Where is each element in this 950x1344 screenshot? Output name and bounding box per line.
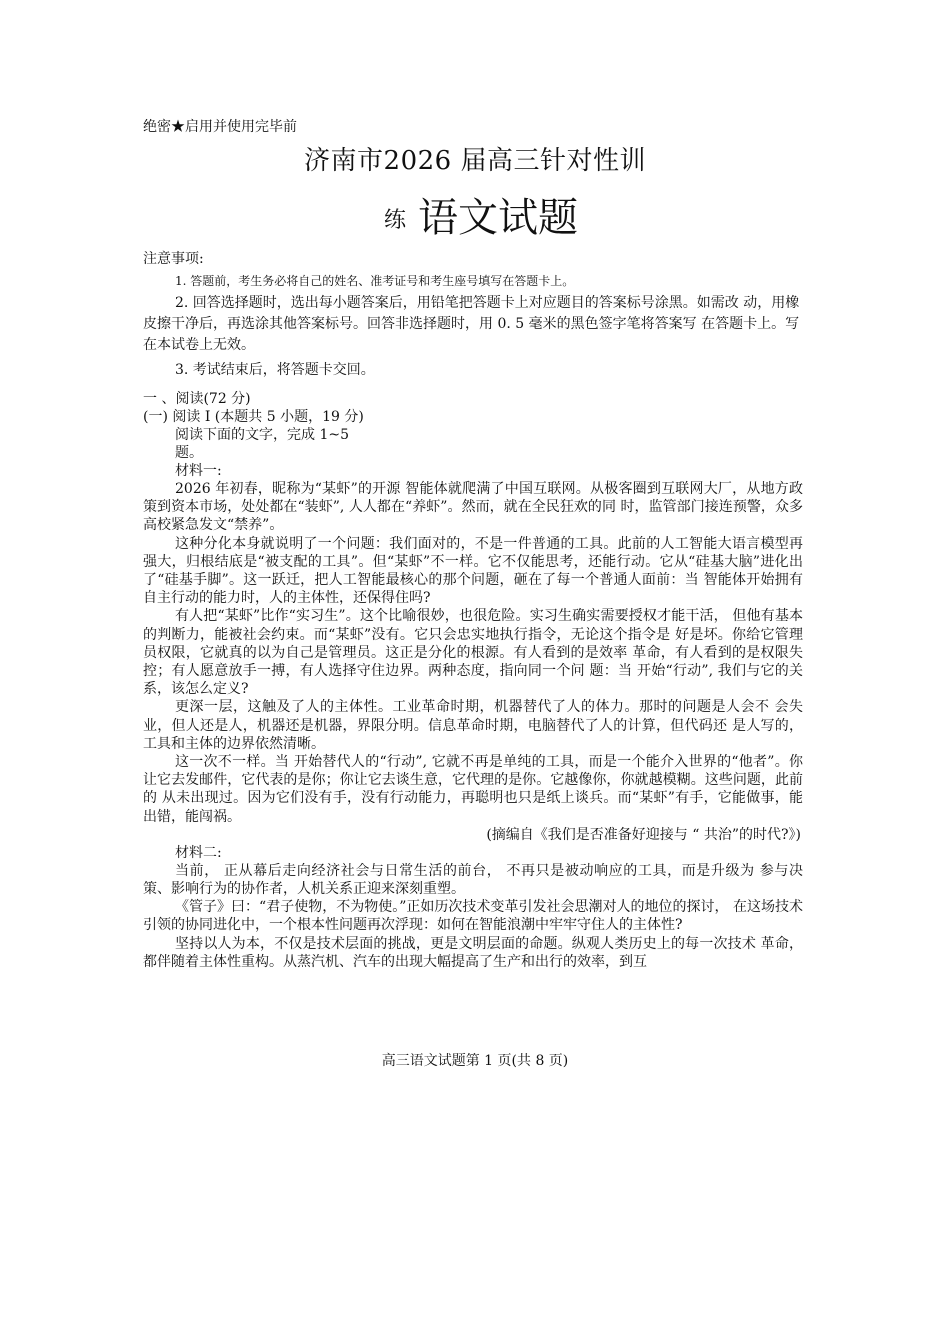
exam-title-line2 xyxy=(384,186,578,243)
material-1-paragraph-2: 这种分化本身就说明了一个问题：我们面对的，不是一件普通的工具。此前的人工智能大语言模型再强大，归根结底是“被支配的工具”。但“某虾”不一样。它不仅能思考，还能行动。它从“硅基大脑”进化出了“硅基手脚”。这一跃迁，把人工智能最核心的那个问题，砸在了每一个普通人面前：当 智能体开始拥有自主行动的能力时，人的主体性，还保得住吗? xyxy=(143,535,803,607)
notice-heading: 注意事项: xyxy=(143,251,204,267)
notice-section xyxy=(143,248,803,385)
confidential-label: 绝密★启用并使用完毕前 xyxy=(143,119,297,135)
material-2-paragraph-1: 当前， 正从幕后走向经济社会与日常生活的前台， 不再只是被动响应的工具，而是升级为 参与决策、影响行为的协作者，人机关系正迎来深刻重塑。 xyxy=(143,862,803,898)
material-1-source: (摘编自《我们是否准备好迎接与 “ 共治”的时代?》) xyxy=(486,826,801,843)
material-1-paragraph-1: 2026 年初春，昵称为“某虾”的开源 智能体就爬满了中国互联网。从极客圈到互联网大厂，从地方政策到资本市场，处处都在“装虾”, 人人都在“养虾”。然而，就在全民狂欢的同 时，监管部门接连预警，众多高校紧急发文“禁养”。 xyxy=(143,481,803,534)
exam-subject-title: 语文试题 xyxy=(418,195,579,241)
exam-title-line2-small: 练 xyxy=(384,208,407,233)
material-2-label: 材料二: xyxy=(175,844,222,861)
instruction-line-2: 题。 xyxy=(175,445,203,461)
material-1-label: 材料一: xyxy=(175,463,222,479)
subsection-heading: (一) 阅读 I (本题共 5 小题，19 分) xyxy=(143,409,364,425)
material-2-paragraph-3: 坚持以人为本，不仅是技术层面的挑战，更是文明层面的命题。纵观人类历史上的每一次技术 革命，都伴随着主体性重构。从蒸汽机、汽车的出现大幅提高了生产和出行的效率，到互 xyxy=(143,935,803,970)
notice-item-3: 3. 考试结束后，将答题卡交回。 xyxy=(175,362,375,378)
notice-item-2: 2. 回答选择题时，选出每小题答案后，用铅笔把答题卡上对应题目的答案标号涂黑。如需改 动，用橡皮擦干净后，再选涂其他答案标号。回答非选择题时，用 0. 5 毫米的黑色签字笔将答案写 在答题卡上。写在本试卷上无效。 xyxy=(143,295,800,353)
reading-section xyxy=(143,390,803,971)
material-1-paragraph-4: 更深一层，这触及了人的主体性。工业革命时期，机器替代了人的体力。那时的问题是人会不 会失业，但人还是人，机器还是机器，界限分明。信息革命时期，电脑替代了人的计算，但代码还 是人写的，工具和主体的边界依然清晰。 xyxy=(143,699,803,752)
exam-title-line1: 济南市2026 届高三针对性训 xyxy=(304,146,646,176)
instruction-line-1: 阅读下面的文字，完成 1~5 xyxy=(175,427,349,443)
part-heading: 一 、阅读(72 分) xyxy=(143,391,251,407)
material-2-paragraph-2: 《管子》曰：“君子使物，不为物使。”正如历次技术变革引发社会思潮对人的地位的探讨， 在这场技术引领的协同进化中，一个根本性问题再次浮现：如何在智能浪潮中牢牢守住人的主体性? xyxy=(143,899,803,934)
material-1-paragraph-5: 这一次不一样。当 开始替代人的“行动”, 它就不再是单纯的工具，而是一个能介入世界的“他者”。你让它去发邮件，它代表的是你；你让它去谈生意，它代理的是你。它越像你，你就越模糊。这些问题，此前的 从未出现过。因为它们没有手，没有行动能力，再聪明也只是纸上谈兵。而“某虾”有手，它能做事，能出错，能闯祸。 xyxy=(143,754,803,825)
material-1-paragraph-3: 有人把“某虾”比作“实习生”。这个比喻很妙，也很危险。实习生确实需要授权才能干活， 但他有基本的判断力，能被社会约束。而“某虾”没有。它只会忠实地执行指令，无论这个指令是 好是坏。你给它管理员权限，它就真的以为自己是管理员。这正是分化的根源。有人看到的是效率 革命，有人看到的是权限失控；有人愿意放手一搏，有人选择守住边界。两种态度，指向同一个问 题：当 开始“行动”, 我们与它的关系，该怎么定义? xyxy=(143,608,803,698)
page-footer: 高三语文试题第 1 页(共 8 页) xyxy=(381,1053,569,1069)
notice-item-1: 1. 答题前，考生务必将自己的姓名、准考证号和考生座号填写在答题卡上。 xyxy=(175,274,575,288)
